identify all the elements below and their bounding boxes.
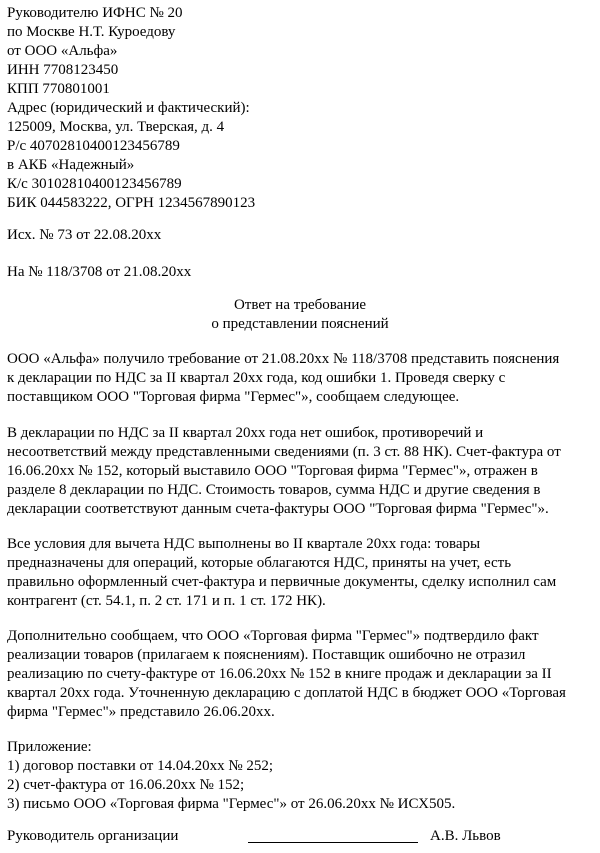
paragraph-line: квартал 20хх года. Уточненную декларацию с доплатой НДС в бюджет ООО «Торговая bbox=[7, 685, 566, 701]
paragraph-line: В декларации по НДС за II квартал 20хх года нет ошибок, противоречий и bbox=[7, 425, 484, 441]
paragraph-line: разделе 8 декларации по НДС. Стоимость товаров, сумма НДС и другие сведения в bbox=[7, 482, 541, 498]
paragraph-line: ООО «Альфа» получило требование от 21.08.20хх № 118/3708 представить пояснения bbox=[7, 351, 560, 367]
header-line: ИНН 7708123450 bbox=[7, 62, 119, 78]
signature-name: А.В. Львов bbox=[430, 828, 501, 844]
paragraph-line: декларации соответствуют данным счета-фактуры ООО "Торговая фирма "Гермес"». bbox=[7, 501, 549, 517]
signature-line bbox=[248, 842, 418, 843]
paragraph-line: несоответствий между представленными сведениями (п. 3 ст. 88 НК). Счет-фактура от bbox=[7, 444, 561, 460]
incoming-ref: На № 118/3708 от 21.08.20хх bbox=[7, 264, 192, 280]
paragraph-line: контрагент (ст. 54.1, п. 2 ст. 171 и п. 1 ст. 172 НК). bbox=[7, 593, 326, 609]
attachment-item: 2) счет-фактура от 16.06.20хх № 152; bbox=[7, 777, 245, 793]
document-title-line2: о представлении пояснений bbox=[211, 316, 389, 332]
paragraph-line: реализацию по счету-фактуре от 16.06.20хх № 152 в книге продаж и декларации за II bbox=[7, 666, 552, 682]
header-line: в АКБ «Надежный» bbox=[7, 157, 135, 173]
attachment-item: 1) договор поставки от 14.04.20хх № 252; bbox=[7, 758, 274, 774]
header-line: от ООО «Альфа» bbox=[7, 43, 118, 59]
signature-role: Руководитель организации bbox=[7, 828, 179, 844]
outgoing-ref: Исх. № 73 от 22.08.20хх bbox=[7, 227, 162, 243]
paragraph-line: фирма "Гермес"» представило 26.06.20хх. bbox=[7, 704, 275, 720]
paragraph-line: правильно оформленный счет-фактура и первичные документы, сделку исполнил сам bbox=[7, 574, 557, 590]
attachments-heading: Приложение: bbox=[7, 739, 92, 755]
header-line: Адрес (юридический и фактический): bbox=[7, 100, 250, 116]
paragraph-line: к декларации по НДС за II квартал 20хх года, код ошибки 1. Проведя сверку с bbox=[7, 370, 506, 386]
header-line: БИК 044583222, ОГРН 1234567890123 bbox=[7, 195, 256, 211]
header-line: КПП 770801001 bbox=[7, 81, 110, 97]
header-line: Руководителю ИФНС № 20 bbox=[7, 5, 183, 21]
header-line: 125009, Москва, ул. Тверская, д. 4 bbox=[7, 119, 225, 135]
header-line: Р/с 40702810400123456789 bbox=[7, 138, 180, 154]
header-line: К/с 30102810400123456789 bbox=[7, 176, 182, 192]
paragraph-line: 16.06.20хх № 152, который выставило ООО "Торговая фирма "Гермес"», отражен в bbox=[7, 463, 538, 479]
paragraph-line: реализации товаров (прилагаем к пояснениям). Поставщик ошибочно не отразил bbox=[7, 647, 526, 663]
attachment-item: 3) письмо ООО «Торговая фирма "Гермес"» от 26.06.20хх № ИСХ505. bbox=[7, 796, 456, 812]
paragraph-line: Дополнительно сообщаем, что ООО «Торговая фирма "Гермес"» подтвердило факт bbox=[7, 628, 539, 644]
header-line: по Москве Н.Т. Куроедову bbox=[7, 24, 176, 40]
paragraph-line: Все условия для вычета НДС выполнены во II квартале 20хх года: товары bbox=[7, 536, 481, 552]
document-title-line1: Ответ на требование bbox=[233, 297, 367, 313]
paragraph-line: предназначены для операций, которые облагаются НДС, приняты на учет, есть bbox=[7, 555, 512, 571]
paragraph-line: поставщиком ООО "Торговая фирма "Гермес"», сообщаем следующее. bbox=[7, 389, 460, 405]
